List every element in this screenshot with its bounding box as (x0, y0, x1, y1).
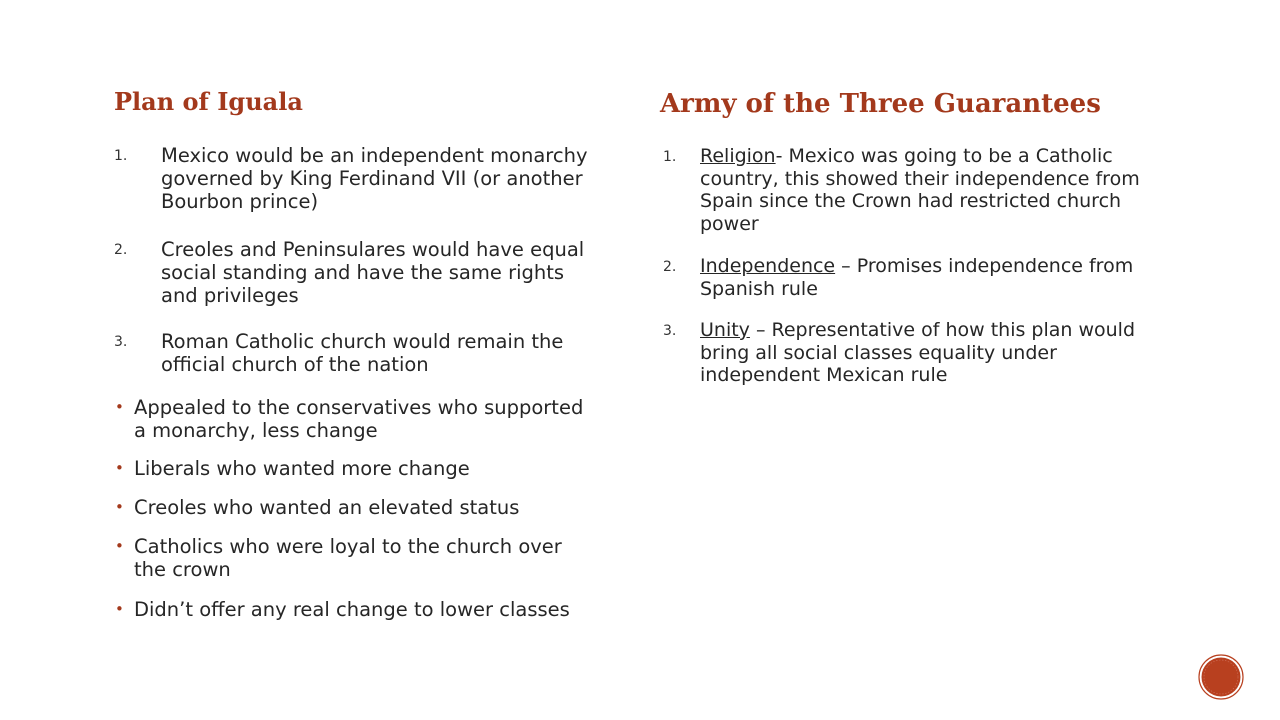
bullet-item (114, 457, 589, 480)
bullet-icon: • (115, 498, 124, 516)
item-number: 3. (114, 334, 128, 350)
item-text: Mexico would be an independent monarchy governed by King Ferdinand VII (or another Bourbon prince) (161, 144, 588, 213)
bullet-text: Appealed to the conservatives who supported a monarchy, less change (134, 396, 584, 442)
item-text: Roman Catholic church would remain the official church of the nation (161, 330, 564, 376)
bullet-text: Creoles who wanted an elevated status (134, 496, 520, 519)
numbered-item (663, 255, 1143, 300)
item-text: – Representative of how this plan would bring all social classes equality under independent Mexican rule (700, 319, 1136, 386)
bullet-item (114, 535, 589, 581)
item-term: Independence (700, 255, 836, 277)
item-term: Unity (700, 319, 750, 341)
item-text: Creoles and Peninsulares would have equal social standing and have the same rights and privileges (161, 238, 585, 307)
item-number: 3. (663, 323, 677, 339)
item-number: 1. (663, 149, 677, 165)
three-guarantees-heading: Army of the Three Guarantees (660, 89, 1101, 119)
numbered-item (114, 238, 589, 307)
slide-number-badge-icon (1198, 654, 1244, 700)
item-text: - Mexico was going to be a Catholic country, this showed their independence from Spain since the Crown had restricted church power (700, 145, 1140, 235)
numbered-item (663, 145, 1143, 235)
bullet-item (114, 396, 589, 442)
bullet-text: Catholics who were loyal to the church over the crown (134, 535, 562, 581)
three-guarantees-content (663, 145, 1143, 387)
numbered-item (663, 319, 1143, 387)
item-number: 1. (114, 148, 128, 164)
numbered-item (114, 330, 589, 376)
item-number: 2. (114, 242, 128, 258)
numbered-item (114, 144, 589, 213)
plan-of-iguala-heading: Plan of Iguala (114, 87, 303, 116)
bullet-text: Didn’t offer any real change to lower classes (134, 598, 570, 621)
item-text: – Promises independence from Spanish rule (700, 255, 1134, 300)
bullet-item (114, 598, 589, 621)
bullet-icon: • (115, 600, 124, 618)
bullet-text: Liberals who wanted more change (134, 457, 470, 480)
item-number: 2. (663, 259, 677, 275)
bullet-icon: • (115, 398, 124, 416)
bullet-icon: • (115, 459, 124, 477)
bullet-item (114, 496, 589, 519)
item-term: Religion (700, 145, 776, 167)
bullet-icon: • (115, 537, 124, 555)
plan-of-iguala-content (114, 144, 589, 621)
